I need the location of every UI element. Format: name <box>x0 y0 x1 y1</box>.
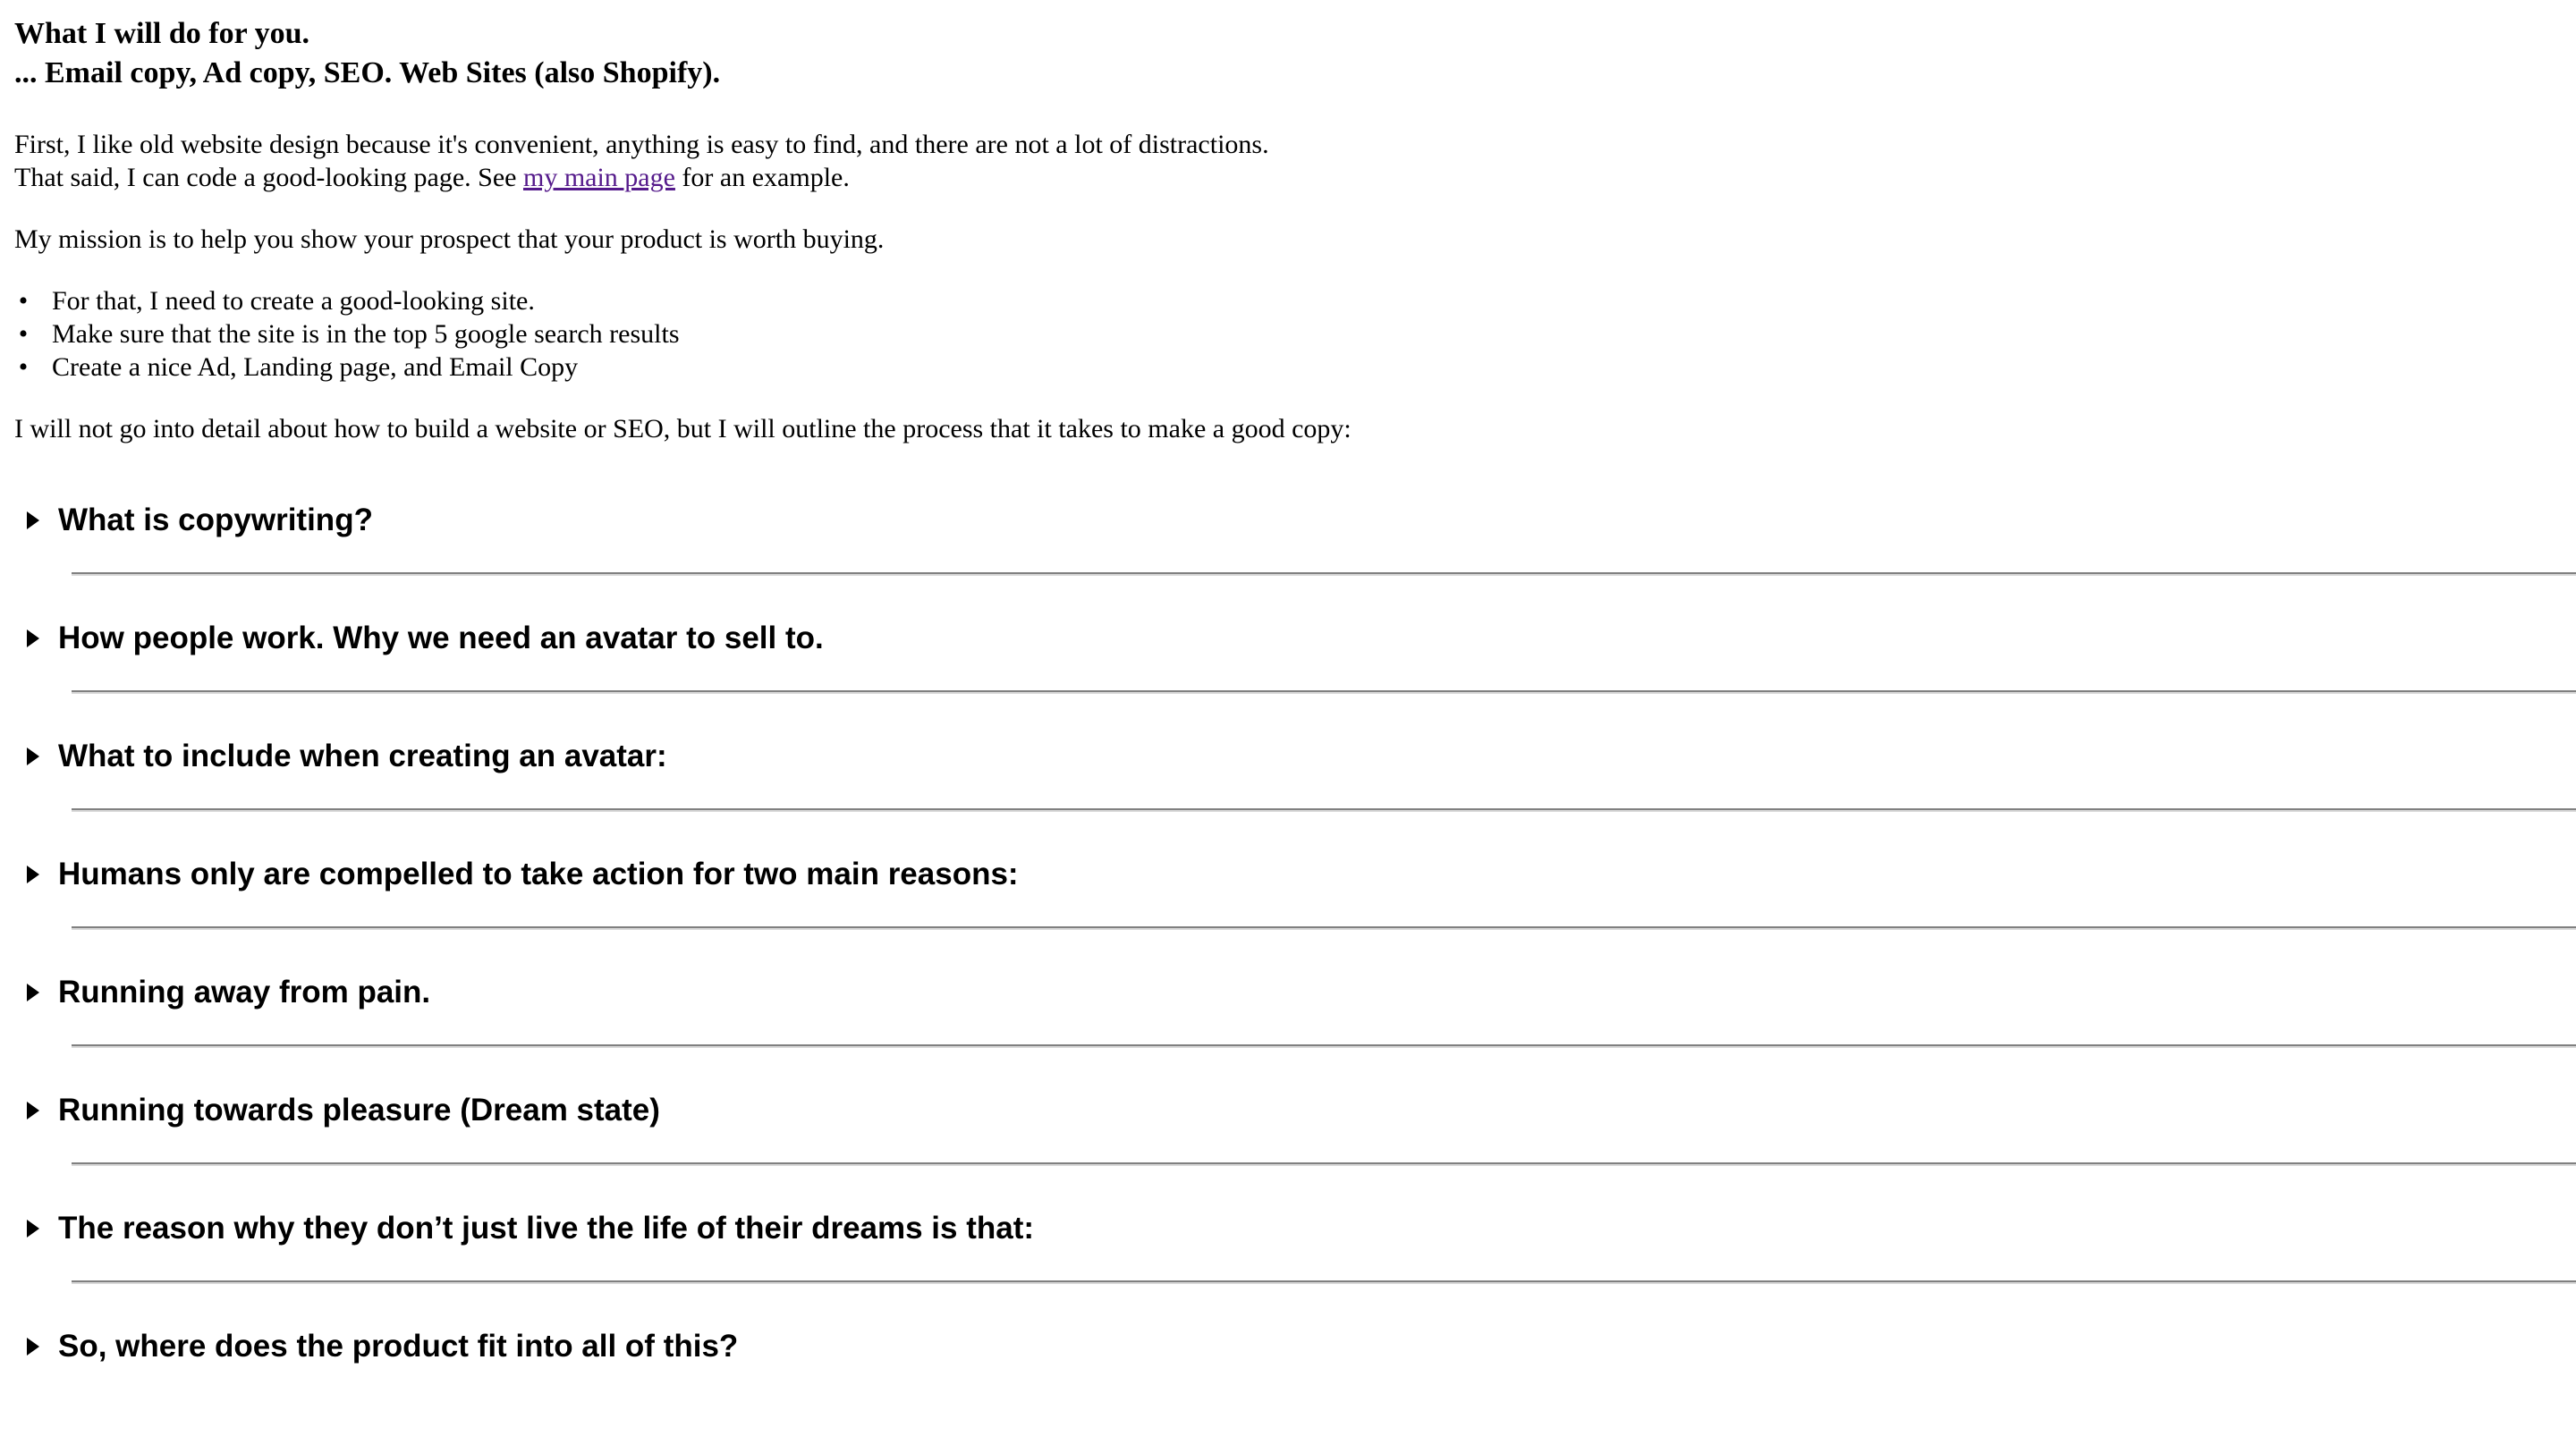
outline-intro: I will not go into detail about how to build a website or SEO, but I will outline the process that it takes to make a good copy: <box>14 414 1352 443</box>
section-summary-how-people-work[interactable] <box>27 610 824 667</box>
section-summary-avatar-contents[interactable] <box>27 728 667 785</box>
list-item <box>18 351 2562 384</box>
section-title: What to include when creating an avatar: <box>58 739 667 773</box>
title-line-2: ... Email copy, Ad copy, SEO. Web Sites (also Shopify). <box>14 56 721 89</box>
section-title: So, where does the product fit into all of this? <box>58 1329 739 1364</box>
disclosure-triangle-icon <box>27 1102 39 1119</box>
section-summary-why-not-dreams[interactable] <box>27 1200 1034 1257</box>
details-section <box>14 728 2562 846</box>
list-item-text: For that, I need to create a good-looking site. <box>52 286 535 316</box>
section-title: Running towards pleasure (Dream state) <box>58 1093 660 1128</box>
list-item-text: Make sure that the site is in the top 5 google search results <box>52 319 680 349</box>
section-divider <box>72 808 2576 812</box>
mission-list <box>14 284 2562 384</box>
section-summary-product-fit[interactable] <box>27 1318 738 1375</box>
list-item <box>18 317 2562 351</box>
section-title: How people work. Why we need an avatar to sell to. <box>58 621 824 655</box>
details-section <box>14 1318 2562 1436</box>
title-line-1: What I will do for you. <box>14 17 309 50</box>
bullet-icon: • <box>18 319 29 349</box>
details-section <box>14 846 2562 964</box>
details-section <box>14 492 2562 610</box>
details-section <box>14 964 2562 1082</box>
section-divider <box>72 1280 2576 1284</box>
details-section <box>14 610 2562 728</box>
list-item <box>18 284 2562 317</box>
section-divider <box>72 1044 2576 1048</box>
intro-line-2-before: That said, I can code a good-looking page. See <box>14 163 523 192</box>
section-summary-two-reasons[interactable] <box>27 846 1019 903</box>
intro-paragraph <box>14 128 2562 194</box>
section-title: Running away from pain. <box>58 975 431 1009</box>
main-page-link[interactable]: my main page <box>522 163 675 192</box>
disclosure-triangle-icon <box>27 1220 39 1237</box>
disclosure-triangle-icon <box>27 511 39 529</box>
bullet-icon: • <box>18 286 29 316</box>
mission-paragraph: My mission is to help you show your prospect that your product is worth buying. <box>14 224 885 254</box>
disclosure-triangle-icon <box>27 1338 39 1356</box>
section-title: What is copywriting? <box>58 503 373 537</box>
details-section <box>14 1200 2562 1318</box>
page-title <box>14 14 2562 93</box>
section-summary-away-from-pain[interactable] <box>27 964 430 1021</box>
bullet-icon: • <box>18 352 29 382</box>
disclosure-triangle-icon <box>27 629 39 647</box>
collapsible-sections <box>14 492 2562 1436</box>
intro-line-2-after: for an example. <box>674 163 850 192</box>
section-summary-towards-pleasure[interactable] <box>27 1082 660 1139</box>
disclosure-triangle-icon <box>27 866 39 883</box>
disclosure-triangle-icon <box>27 748 39 765</box>
section-divider <box>72 572 2576 576</box>
section-summary-what-is-copywriting[interactable] <box>27 492 373 549</box>
section-divider <box>72 690 2576 694</box>
section-divider <box>72 1162 2576 1166</box>
details-section <box>14 1082 2562 1200</box>
section-title: The reason why they don’t just live the life of their dreams is that: <box>58 1211 1035 1246</box>
intro-line-1: First, I like old website design because it's convenient, anything is easy to find, and there are not a lot of distractions. <box>14 130 1269 159</box>
section-divider <box>72 926 2576 930</box>
section-title: Humans only are compelled to take action for two main reasons: <box>58 857 1019 891</box>
disclosure-triangle-icon <box>27 984 39 1001</box>
list-item-text: Create a nice Ad, Landing page, and Email Copy <box>52 352 579 382</box>
